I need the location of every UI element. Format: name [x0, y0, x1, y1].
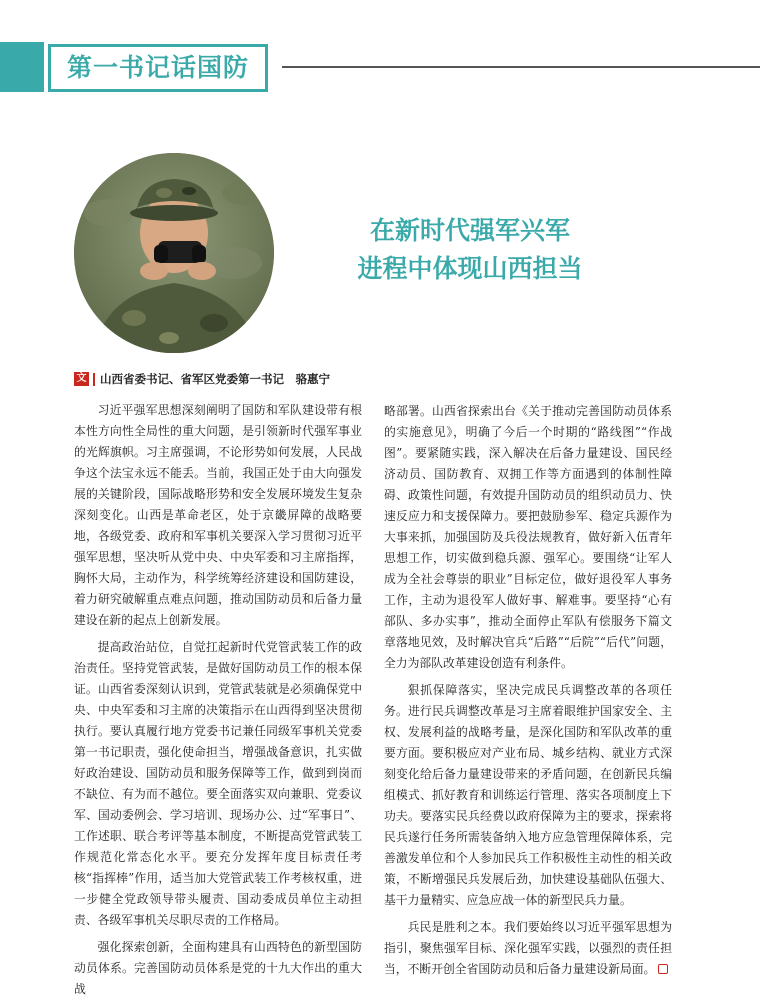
title-line-2: 进程中体现山西担当: [357, 254, 583, 283]
byline-badge: 文: [74, 372, 89, 386]
article-paragraph: 狠抓保障落实，坚决完成民兵调整改革的各项任务。进行民兵调整改革是习主席着眼维护国家安全、主权、发展利益的战略考量，是深化国防和军队改革的重要方面。要积极应对产业布局、城乡结构、就业方式深刻变化给后备力量建设带来的矛盾问题，在创新民兵编组模式、抓好教育和训练运行管理、落实各项制度上下功夫。要落实民兵经费以政府保障为主的要求，探索将民兵遂行任务所需装备纳入地方应急管理保障体系，完善激发单位和个人参加民兵工作积极性主动性的相关政策，不断增强民兵发展后劲，加快建设基础队伍强大、基干力量精实、应急应战一体的新型民兵力量。: [384, 683, 672, 907]
title-line-1: 在新时代强军兴军: [369, 216, 570, 245]
article-column-right: [384, 401, 672, 986]
author-portrait: [74, 153, 274, 353]
article-paragraph: 习近平强军思想深刻阐明了国防和军队建设带有根本性方向性全局性的重大问题，是引领新时代强军事业的光辉旗帜。习主席强调，不论形势如何发展，人民战争这个法宝永远不能丢。当前，我国正处于由大向强发展的关键阶段，国际战略形势和安全发展环境发生复杂深刻变化。山西是革命老区，处于京畿屏障的战略要地，各级党委、政府和军事机关要深入学习贯彻习近平强军思想，坚决听从党中央、中央军委和习主席指挥，胸怀大局，主动作为，科学统筹经济建设和国防建设，着力研究破解重点难点问题，推动国防动员和后备力量建设在新的起点上创新发展。: [74, 403, 362, 627]
portrait-photo-icon: [74, 153, 274, 353]
byline: [74, 371, 330, 387]
article-column-left: [74, 400, 362, 1006]
section-tag: 第一书记话国防: [48, 44, 268, 92]
article-paragraph: 略部署。山西省探索出台《关于推动完善国防动员体系的实施意见》，明确了今后一个时期的“路线图”“作战图”。要紧随实践，深入解决在后备力量建设、国民经济动员、国防教育、双拥工作等方面遇到的体制性障碍、政策性问题，有效提升国防动员的组织动员力、快速反应力和支援保障力。要把鼓励参军、稳定兵源作为大事来抓，加强国防及兵役法规教育，做好新入伍青年思想工作，切实做到稳兵源、强军心。要围绕“让军人成为全社会尊崇的职业”目标定位，做好退役军人事务工作，主动为退役军人做好事、解难事。要坚持“心有部队、多办实事”，推动全面停止军队有偿服务下篇文章落地见效，及时解决官兵“后路”“后院”“后代”问题，全力为部队改革建设创造有利条件。: [384, 404, 672, 670]
byline-bar: [93, 373, 95, 386]
article-final-text: 兵民是胜利之本。我们要始终以习近平强军思想为指引，聚焦强军目标、深化强军实践，以强烈的责任担当，不断开创全省国防动员和后备力量建设新局面。: [384, 920, 672, 976]
article-paragraph: [384, 917, 672, 980]
article-paragraph: 提高政治站位，自觉扛起新时代党管武装工作的政治责任。坚持党管武装，是做好国防动员工作的根本保证。山西省委深刻认识到，党管武装就是必须确保党中央、中央军委和习主席的决策指示在山西得到坚决贯彻执行。要认真履行地方党委书记兼任同级军事机关党委第一书记职责，强化使命担当，增强战备意识，扎实做好政治建设、国防动员和服务保障等工作，做到到岗而不缺位、有为而不越位。要全面落实双向兼职、党委议军、国动委例会、学习培训、现场办公、过“军事日”、工作述职、联合考评等基本制度，不断提高党管武装工作规范化常态化水平。要充分发挥年度目标责任考核“指挥棒”作用，适当加大党管武装工作考核权重，进一步健全党政领导带头履责、国动委成员单位主动担责、各级军事机关尽职尽责的工作格局。: [74, 640, 362, 927]
article-title: [300, 212, 640, 288]
header-accent-band: [0, 42, 44, 92]
article-end-mark-icon: [658, 964, 668, 974]
header-divider: [282, 66, 760, 68]
article-paragraph: 强化探索创新，全面构建具有山西特色的新型国防动员体系。完善国防动员体系是党的十九大作出的重大战: [74, 940, 362, 996]
byline-author: 山西省委书记、省军区党委第一书记 骆惠宁: [100, 372, 330, 386]
